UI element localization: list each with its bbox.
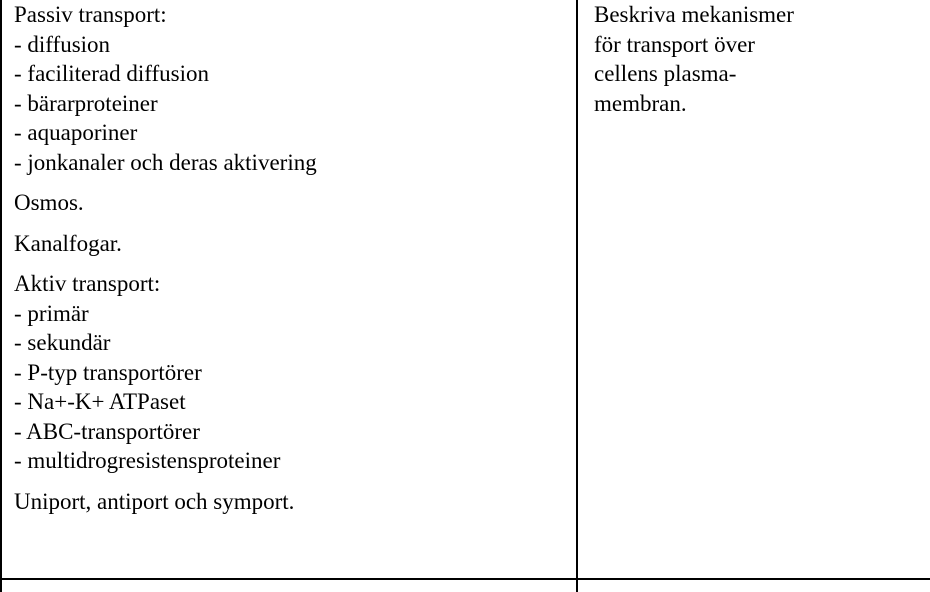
text-line: - aquaporiner (14, 120, 138, 145)
text-line: - sekundär (14, 330, 111, 355)
text-block-aktiv-transport (14, 269, 566, 476)
text-line: - faciliterad diffusion (14, 61, 210, 86)
text-line: - bärarproteiner (14, 90, 158, 116)
text-line: Kanalfogar. (14, 230, 122, 256)
text-line: Passiv transport: (14, 2, 167, 27)
table-cell-learning-objective (578, 0, 930, 592)
text-line: för transport över (594, 31, 755, 57)
text-block-uniport (14, 487, 566, 517)
text-line: - multidrogresistensproteiner (14, 448, 281, 473)
text-line: Uniport, antiport och symport. (14, 488, 295, 514)
content-column-body (14, 0, 566, 516)
table-bottom-border (0, 578, 930, 580)
text-line: cellens plasma- (594, 61, 737, 86)
text-block-kanalfogar (14, 229, 566, 259)
text-line: - Na+-K+ ATPaset (14, 389, 186, 414)
text-block-osmos (14, 188, 566, 218)
text-block-beskriva-mekanismer (594, 0, 920, 118)
text-line: - jonkanaler och deras aktivering (14, 149, 317, 175)
text-line: - P-typ transportörer (14, 359, 202, 385)
text-line: - diffusion (14, 31, 111, 57)
text-block-passiv-transport (14, 0, 566, 177)
text-line: Osmos. (14, 190, 84, 215)
text-line: Aktiv transport: (14, 271, 161, 296)
text-line: Beskriva mekanismer (594, 2, 794, 27)
text-line: membran. (594, 90, 687, 116)
text-line: - primär (14, 300, 89, 326)
text-line: - ABC-transportörer (14, 418, 200, 444)
learning-objective-body (594, 0, 920, 118)
